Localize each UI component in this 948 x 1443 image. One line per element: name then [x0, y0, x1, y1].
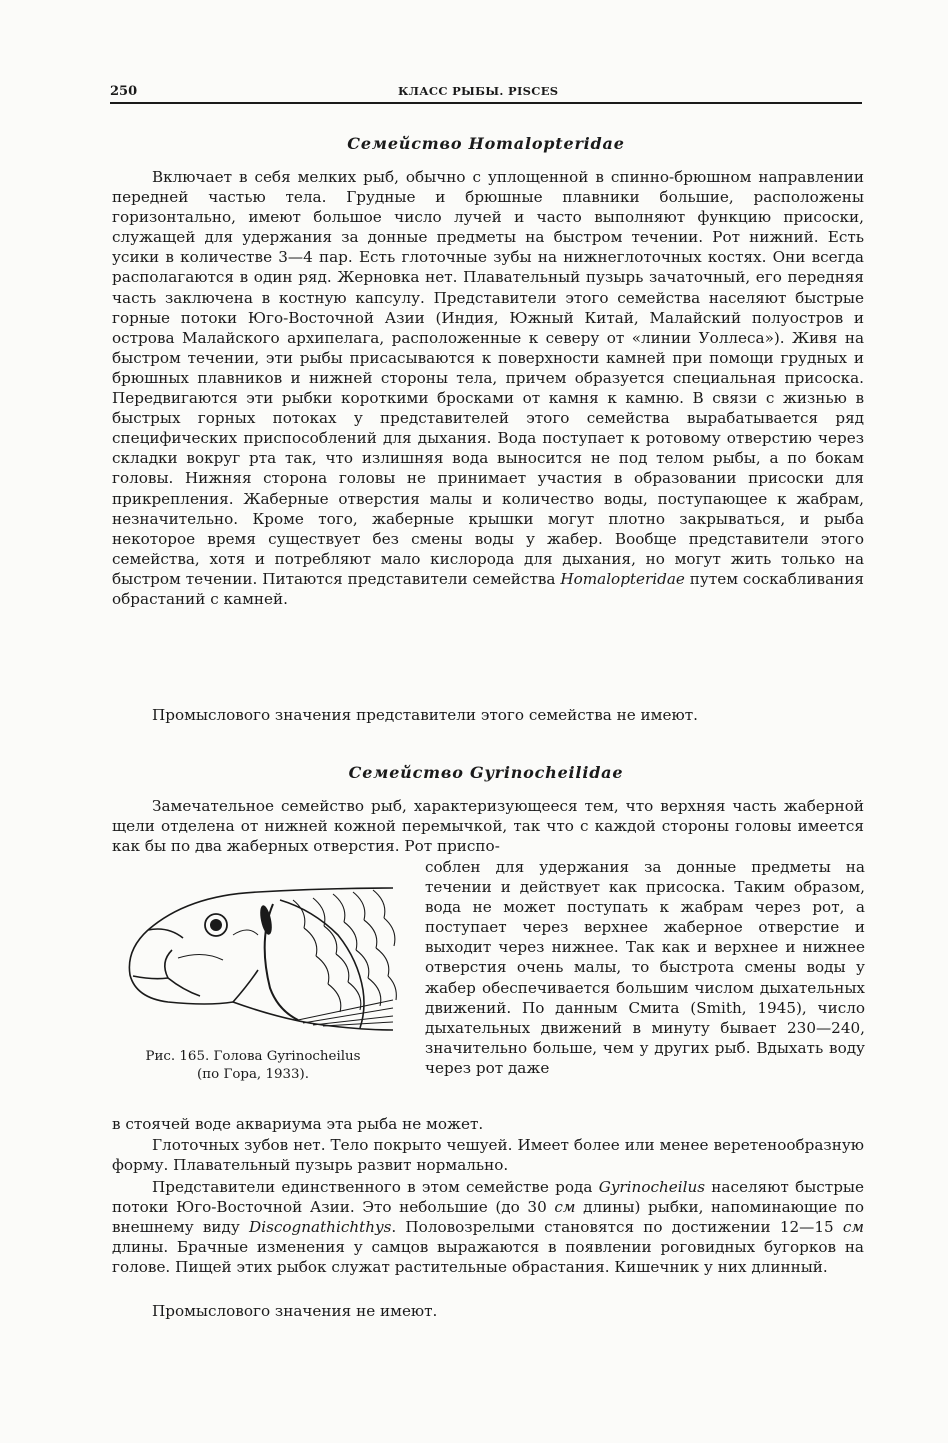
caption-line-2: (по Гора, 1933).	[196, 1067, 310, 1082]
homalopteridae-paragraph: Включает в себя мелких рыб, обычно с уплощенной в спинно-брюшном направлении передней частью тела. Грудные и брюшные плавники большие, расположены горизонтально, имеют большое число лучей и часто выполняют функцию присоски, служащей для удержания за донные предметы на быстром течении. Рот нижний. Есть усики в количестве 3—4 пар. Есть глоточные зубы на нижнеглоточных костях. Они всегда располагаются в один ряд. Жерновка нет. Плавательный пузырь зачаточный, его передняя часть заключена в костную капсулу. Представители этого семейства населяют быстрые горные потоки Юго-Восточной Азии (Индия, Южный Китай, Малайский полуостров и острова Малайского архипелага, расположенные к северу от «линии Уоллеса»). Живя на быстром течении, эти рыбы присасываются к поверхности камней при помощи грудных и брюшных плавников и нижней стороны тела, причем образуется специальная присоска. Передвигаются эти рыбки короткими бросками от камня к камню. В связи с жизнью в быстрых горных потоках у представителей этого семейства вырабатывается ряд специфических приспособлений для дыхания. Вода поступает к ротовому отверстию через складки вокруг рта так, что излишняя вода выносится не под телом рыбы, а по бокам головы. Нижняя сторона головы не принимает участия в образовании присоски для прикрепления. Жаберные отверстия малы и количество воды, поступающее к жабрам, незначительно. Кроме того, жаберные крышки могут плотно закрываться, и рыба некоторое время существует без смены воды у жабер. Вообще представители этого семейства, хотя и потребляют мало кислорода для дыхания, но могут жить только на быстром течении. Питаются представители семейства Homalopteridae путем соскабливания обрастаний с камней.	[112, 168, 864, 608]
gyrinocheilidae-paragraph-wrap: соблен для удержания за донные предметы на течении и действует как присоска. Таким образом, вода не может поступать к жабрам через рот, а поступает через верхнее жаберное отверстие и выходит через нижнее. Так как и верхнее и нижнее отверстия очень малы, то быстрота смены воды у жабер обеспечивается большим числом дыхательных движений. По данным Смита (Smith, 1945), число дыхательных движений в минуту бывает 230—240, значительно больше, чем у других рыб. Вдыхать воду через рот даже	[425, 858, 865, 1077]
homalopteridae-commercial-note: Промыслового значения представители этого семейства не имеют.	[152, 706, 698, 724]
gyrinocheilidae-paragraph-intro: Замечательное семейство рыб, характеризующееся тем, что верхняя часть жаберной щели отделена от нижней кожной перемычкой, так что с каждой стороны головы имеется как бы по два жаберных отверстия. Рот приспо-	[112, 797, 864, 856]
header-rule	[110, 102, 862, 104]
page-number: 250	[110, 84, 138, 99]
figure-gyrinocheilus-head	[108, 880, 398, 1040]
section-title-gyrinocheilidae: Семейство Gyrinocheilidae	[348, 763, 624, 782]
gyrinocheilidae-commercial-note: Промыслового значения не имеют.	[152, 1302, 438, 1320]
gyrinocheilidae-paragraph-genus: Представители единственного в этом семействе рода Gyrinocheilus населяют быстрые потоки Юго-Восточной Азии. Это небольшие (до 30 см длины) рыбки, напоминающие по внешнему виду Discognathichthys. Половозрелыми становятся по достижении 12—15 см длины. Брачные изменения у самцов выражаются в появлении роговидных бугорков на голове. Пищей этих рыбок служат растительные обрастания. Кишечник у них длинный.	[112, 1178, 864, 1277]
gyrinocheilidae-paragraph-tail: в стоячей воде аквариума эта рыба не может.	[112, 1115, 484, 1133]
caption-line-1: Рис. 165. Голова Gyrinocheilus	[145, 1049, 361, 1064]
figure-caption	[108, 1048, 398, 1084]
running-head: КЛАСС РЫБЫ. PISCES	[398, 84, 559, 98]
gyrinocheilidae-paragraph-teeth: Глоточных зубов нет. Тело покрыто чешуей. Имеет более или менее веретенообразную форму. Плавательный пузырь развит нормально.	[112, 1136, 864, 1175]
fish-head-illustration	[108, 880, 398, 1040]
section-title-homalopteridae: Семейство Homalopteridae	[347, 134, 625, 153]
